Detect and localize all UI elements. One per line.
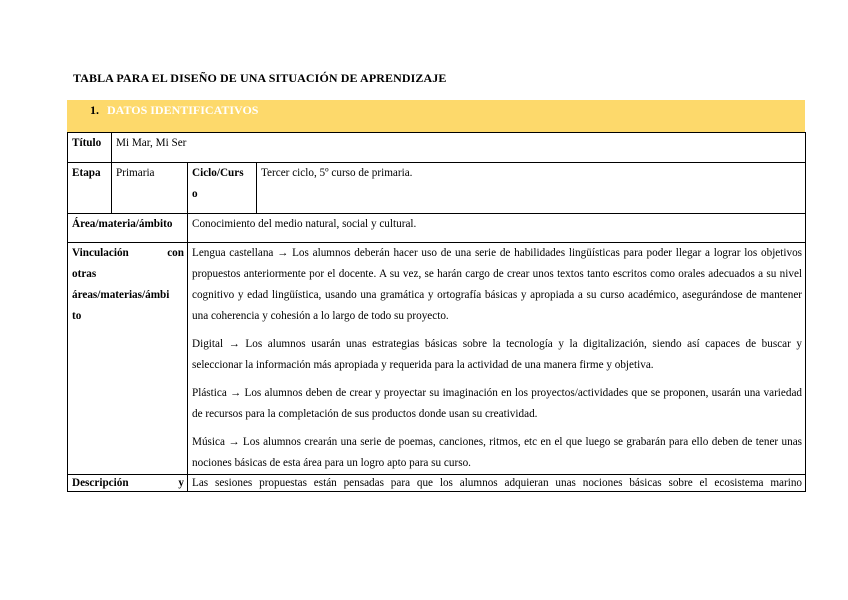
vinculacion-label bbox=[68, 243, 188, 475]
descripcion-label bbox=[68, 475, 188, 492]
vinculacion-label-word2: con bbox=[167, 247, 184, 259]
vinculacion-label-line1 bbox=[72, 243, 184, 264]
row-titulo bbox=[68, 133, 806, 163]
ciclo-label-line1: Ciclo/Curs bbox=[192, 167, 244, 179]
row-vinculacion bbox=[68, 243, 806, 475]
titulo-label: Título bbox=[68, 133, 112, 163]
ciclo-value: Tercer ciclo, 5º curso de primaria. bbox=[257, 163, 806, 214]
descripcion-label-word1: Descripción bbox=[72, 477, 129, 489]
vinculacion-paragraph-plastica: Plástica → Los alumnos deben de crear y proyectar su imaginación en los proyectos/actividades que se proponen, usarán una variedad de recursos para la completación de sus productos donde usan su creatividad. bbox=[192, 387, 803, 420]
row-descripcion bbox=[68, 475, 806, 492]
row-area bbox=[68, 214, 806, 243]
descripcion-label-word2: y bbox=[178, 477, 184, 489]
vinculacion-label-word1: Vinculación bbox=[72, 247, 129, 259]
section-number: 1. bbox=[90, 103, 99, 117]
etapa-value: Primaria bbox=[112, 163, 188, 214]
vinculacion-paragraph-lengua: Lengua castellana → Los alumnos deberán hacer uso de una serie de habilidades lingüísticas para poder llegar a lograr los objetivos propuestos anteriormente por el docente. A su vez, se harán cargo de crear unos textos tanto escritos como orales adecuados a su nivel cognitivo y edad lingüística, usando una gramática y ortografía básicas y apropiada a su curso académico, asegurándose de mantener una coherencia y cohesión a lo largo de todo su proyecto. bbox=[192, 247, 803, 322]
vinculacion-label-line2: otras bbox=[72, 268, 97, 280]
vinculacion-paragraph-musica: Música → Los alumnos crearán una serie de poemas, canciones, ritmos, etc en el que luego se grabarán para ello deben de tener unas nociones básicas de esta área para un logro apto para su curso. bbox=[192, 436, 803, 469]
document-title: TABLA PARA EL DISEÑO DE UNA SITUACIÓN DE APRENDIZAJE bbox=[73, 71, 447, 85]
descripcion-value-line: Las sesiones propuestas están pensadas para que los alumnos adquieran unas nociones básicas sobre el ecosistema marino bbox=[192, 477, 803, 489]
section-label: DATOS IDENTIFICATIVOS bbox=[107, 103, 259, 117]
ciclo-label-line2: o bbox=[192, 188, 198, 200]
vinculacion-value bbox=[188, 243, 806, 475]
descripcion-value bbox=[188, 475, 806, 492]
area-value: Conocimiento del medio natural, social y cultural. bbox=[188, 214, 806, 243]
ciclo-label bbox=[188, 163, 257, 214]
etapa-label: Etapa bbox=[68, 163, 112, 214]
section-header-bar bbox=[67, 100, 805, 132]
vinculacion-paragraph-digital: Digital → Los alumnos usarán unas estrategias básicas sobre la tecnología y la digitalización, siendo así capaces de buscar y seleccionar la información más apropiada y requerida para la actividad de una manera firme y objetiva. bbox=[192, 338, 803, 371]
titulo-value: Mi Mar, Mi Ser bbox=[112, 133, 806, 163]
row-etapa bbox=[68, 163, 806, 214]
vinculacion-label-line4: to bbox=[72, 310, 82, 322]
identification-table bbox=[67, 132, 806, 492]
descripcion-label-line bbox=[72, 475, 184, 491]
vinculacion-label-line3: áreas/materias/ámbi bbox=[72, 289, 170, 301]
area-label: Área/materia/ámbito bbox=[68, 214, 188, 243]
